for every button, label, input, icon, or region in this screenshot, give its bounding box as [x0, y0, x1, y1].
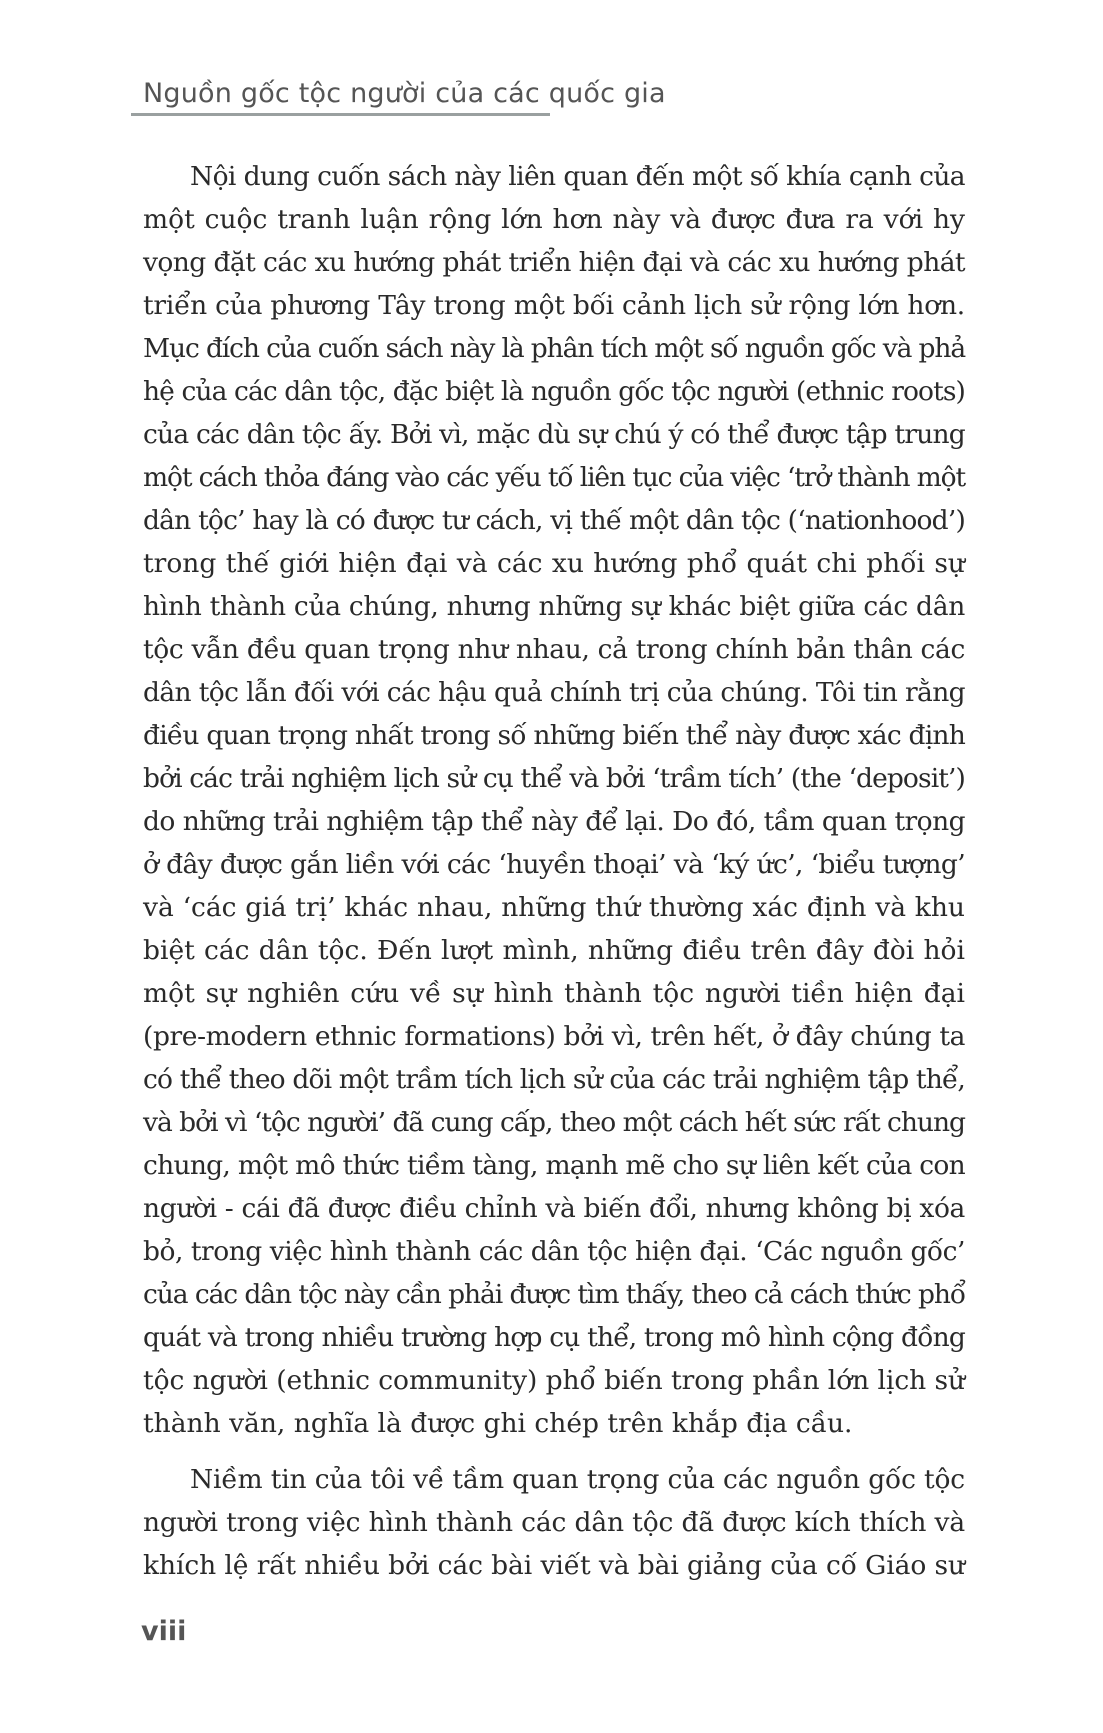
text-line: hệ của các dân tộc, đặc biệt là nguồn gốc tộc người (ethnic roots) — [143, 376, 965, 407]
text-line: chung, một mô thức tiềm tàng, mạnh mẽ cho sự liên kết của con — [143, 1150, 965, 1181]
text-line: biệt các dân tộc. Đến lượt mình, những điều trên đây đòi hỏi — [143, 935, 965, 966]
text-line: người - cái đã được điều chỉnh và biến đổi, nhưng không bị xóa — [143, 1193, 965, 1224]
text-line: một sự nghiên cứu về sự hình thành tộc người tiền hiện đại — [143, 978, 965, 1009]
text-line: người trong việc hình thành các dân tộc đã được kích thích và — [143, 1507, 966, 1538]
text-line: do những trải nghiệm tập thể này để lại. Do đó, tầm quan trọng — [143, 806, 966, 837]
text-line: tộc vẫn đều quan trọng như nhau, cả trong chính bản thân các — [143, 634, 965, 665]
text-line: triển của phương Tây trong một bối cảnh lịch sử rộng lớn hơn. — [143, 290, 965, 321]
text-line: tộc người (ethnic community) phổ biến trong phần lớn lịch sử — [143, 1365, 966, 1396]
text-line: của các dân tộc ấy. Bởi vì, mặc dù sự chú ý có thể được tập trung — [143, 419, 965, 450]
text-line: và ‘các giá trị’ khác nhau, những thứ thường xác định và khu — [143, 892, 965, 923]
text-line: thành văn, nghĩa là được ghi chép trên khắp địa cầu. — [143, 1408, 853, 1439]
text-line: dân tộc lẫn đối với các hậu quả chính trị của chúng. Tôi tin rằng — [143, 677, 966, 708]
text-line: (pre-modern ethnic formations) bởi vì, trên hết, ở đây chúng ta — [143, 1021, 966, 1052]
text-line: vọng đặt các xu hướng phát triển hiện đại và các xu hướng phát — [143, 247, 965, 278]
text-line: Mục đích của cuốn sách này là phân tích một số nguồn gốc và phả — [143, 333, 965, 364]
text-line: hình thành của chúng, nhưng những sự khác biệt giữa các dân — [143, 591, 966, 622]
text-line: một cách thỏa đáng vào các yếu tố liên tục của việc ‘trở thành một — [143, 462, 965, 493]
text-line: bởi các trải nghiệm lịch sử cụ thể và bởi ‘trầm tích’ (the ‘deposit’) — [143, 763, 965, 794]
body-text — [143, 155, 965, 1587]
paragraph-1 — [143, 155, 965, 1445]
text-line: dân tộc’ hay là có được tư cách, vị thế một dân tộc (‘nationhood’) — [143, 505, 965, 536]
text-line: trong thế giới hiện đại và các xu hướng phổ quát chi phối sự — [143, 548, 965, 579]
text-line: khích lệ rất nhiều bởi các bài viết và bài giảng của cố Giáo sư — [143, 1550, 966, 1581]
text-line: quát và trong nhiều trường hợp cụ thể, trong mô hình cộng đồng — [143, 1322, 966, 1353]
text-line: bỏ, trong việc hình thành các dân tộc hiện đại. ‘Các nguồn gốc’ — [143, 1236, 965, 1267]
text-line: Niềm tin của tôi về tầm quan trọng của các nguồn gốc tộc — [190, 1464, 965, 1495]
text-line: Nội dung cuốn sách này liên quan đến một số khía cạnh của — [190, 161, 965, 192]
text-line: và bởi vì ‘tộc người’ đã cung cấp, theo một cách hết sức rất chung — [143, 1107, 965, 1138]
text-line: một cuộc tranh luận rộng lớn hơn này và được đưa ra với hy — [143, 204, 965, 235]
text-line: điều quan trọng nhất trong số những biến thể này được xác định — [143, 720, 966, 751]
text-line: ở đây được gắn liền với các ‘huyền thoại’ và ‘ký ức’, ‘biểu tượng’ — [143, 849, 966, 880]
page-number: viii — [141, 1616, 187, 1647]
header-underline — [131, 113, 550, 116]
paragraph-2 — [143, 1458, 965, 1587]
running-header-title: Nguồn gốc tộc người của các quốc gia — [143, 78, 666, 109]
text-line: có thể theo dõi một trầm tích lịch sử của các trải nghiệm tập thể, — [143, 1064, 965, 1095]
text-line: của các dân tộc này cần phải được tìm thấy, theo cả cách thức phổ — [143, 1279, 966, 1310]
